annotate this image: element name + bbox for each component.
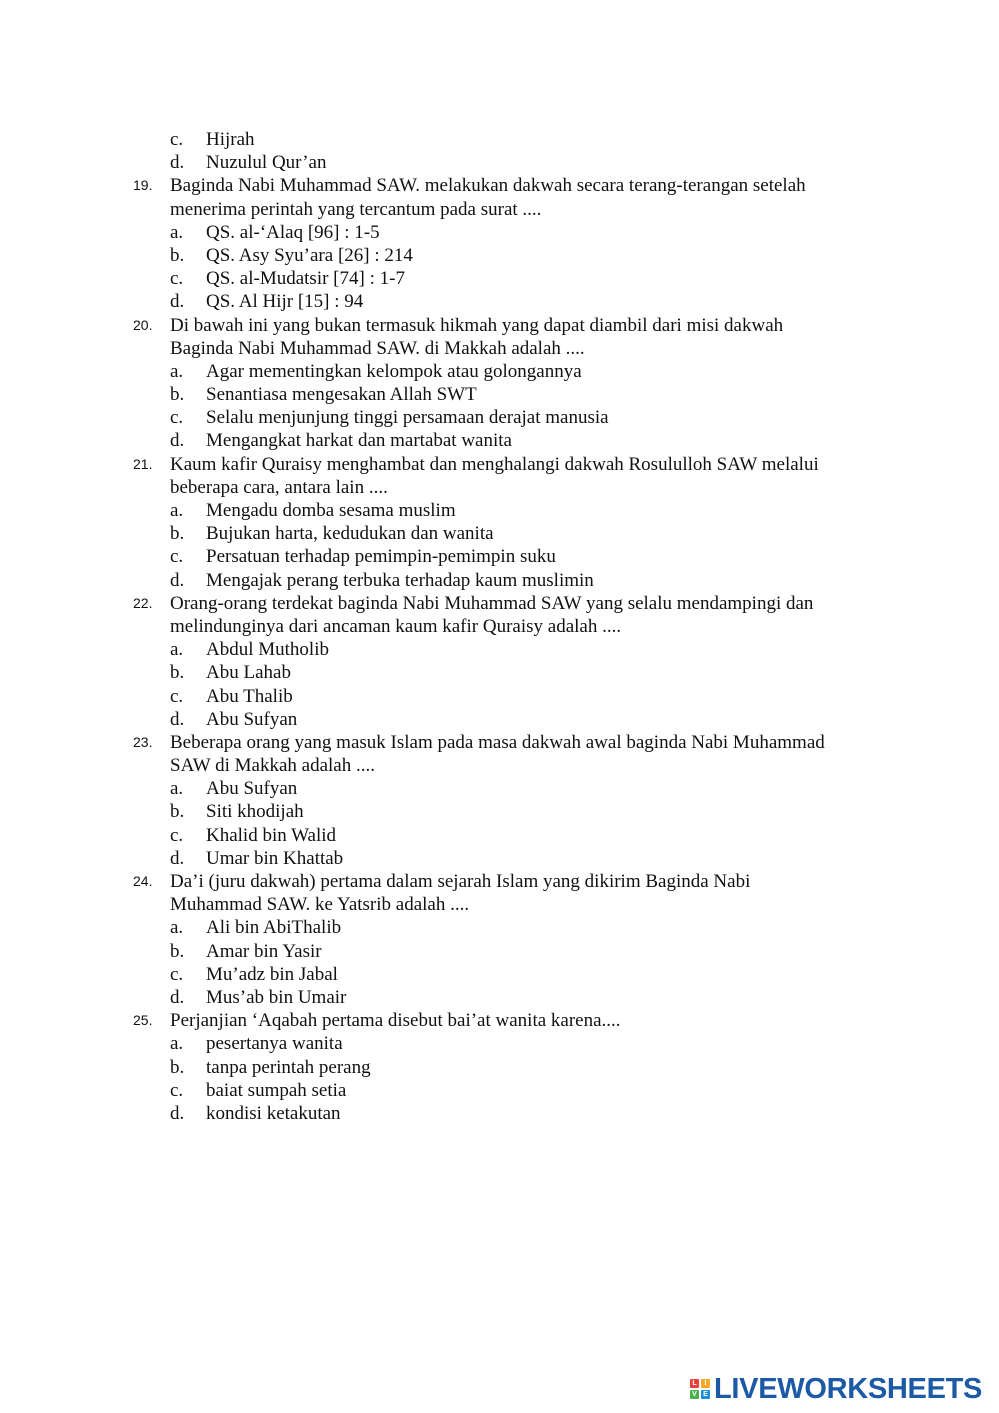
worksheet-content (0, 128, 999, 1125)
option-letter: b. (170, 244, 185, 266)
question-line (0, 1009, 999, 1032)
logo-square: E (701, 1390, 710, 1399)
option-row (0, 569, 999, 592)
option-letter: b. (170, 662, 185, 684)
option-text: QS. Al Hijr [15] : 94 (206, 291, 364, 313)
carryover-options (0, 128, 999, 174)
question-line (0, 615, 999, 638)
logo-square: I (701, 1379, 710, 1388)
option-letter: c. (170, 407, 184, 429)
option-letter: c. (170, 546, 184, 568)
option-row (0, 290, 999, 313)
option-row (0, 1102, 999, 1125)
option-row (0, 986, 999, 1009)
option-row (0, 128, 999, 151)
option-row (0, 940, 999, 963)
question-list (0, 174, 999, 1125)
option-row (0, 1056, 999, 1079)
question-line (0, 476, 999, 499)
option-text: Abdul Mutholib (206, 639, 329, 661)
option-text: Mus’ab bin Umair (206, 986, 347, 1008)
question-number: 20. (133, 316, 153, 333)
option-letter: b. (170, 801, 185, 823)
question-number: 22. (133, 594, 153, 611)
liveworksheets-logo (690, 1373, 982, 1405)
option-letter: d. (170, 291, 185, 313)
option-letter: b. (170, 384, 185, 406)
option-text: kondisi ketakutan (206, 1102, 341, 1124)
option-text: Siti khodijah (206, 801, 304, 823)
question-text: Baginda Nabi Muhammad SAW. melakukan dakwah secara terang-terangan setelah (170, 175, 806, 197)
option-row (0, 708, 999, 731)
question-line (0, 731, 999, 754)
question-text: Da’i (juru dakwah) pertama dalam sejarah Islam yang dikirim Baginda Nabi (170, 871, 751, 892)
option-text: Nuzulul Qur’an (206, 152, 327, 174)
option-row (0, 267, 999, 290)
question-number: 19. (133, 177, 153, 194)
option-row (0, 661, 999, 684)
option-text: Persatuan terhadap pemimpin-pemimpin suku (206, 546, 556, 568)
option-row (0, 847, 999, 870)
option-text: Abu Thalib (206, 685, 293, 707)
question-text: Beberapa orang yang masuk Islam pada masa dakwah awal baginda Nabi Muhammad (170, 731, 825, 753)
option-text: Abu Sufyan (206, 708, 298, 730)
option-letter: d. (170, 1102, 185, 1124)
question-line (0, 893, 999, 916)
option-row (0, 406, 999, 429)
option-letter: a. (170, 221, 184, 243)
option-row (0, 360, 999, 383)
option-letter: c. (170, 1079, 184, 1101)
option-row (0, 499, 999, 522)
question-number: 23. (133, 733, 153, 750)
option-text: baiat sumpah setia (206, 1079, 347, 1101)
option-text: Bujukan harta, kedudukan dan wanita (206, 523, 494, 545)
option-letter: c. (170, 824, 184, 846)
question-number: 24. (133, 873, 153, 889)
question-text: menerima perintah yang tercantum pada surat .... (170, 198, 542, 220)
option-text: Amar bin Yasir (206, 940, 322, 962)
question-text: Perjanjian ‘Aqabah pertama disebut bai’at wanita karena.... (170, 1010, 621, 1032)
question-text: Kaum kafir Quraisy menghambat dan menghalangi dakwah Rosululloh SAW melalui (170, 453, 819, 475)
option-row (0, 777, 999, 800)
option-letter: a. (170, 360, 184, 382)
option-text: pesertanya wanita (206, 1033, 343, 1055)
option-letter: c. (170, 129, 184, 150)
option-text: Mengajak perang terbuka terhadap kaum muslimin (206, 569, 594, 591)
option-row (0, 221, 999, 244)
question-19 (0, 174, 999, 313)
option-letter: d. (170, 986, 185, 1008)
option-text: Abu Lahab (206, 662, 291, 684)
question-text: beberapa cara, antara lain .... (170, 476, 388, 498)
option-letter: d. (170, 152, 185, 174)
option-row (0, 685, 999, 708)
question-line (0, 314, 999, 337)
question-24 (0, 870, 999, 1009)
option-letter: d. (170, 708, 185, 730)
question-text: melindunginya dari ancaman kaum kafir Quraisy adalah .... (170, 615, 622, 637)
option-text: Senantiasa mengesakan Allah SWT (206, 384, 477, 406)
option-text: Mengadu domba sesama muslim (206, 500, 456, 521)
question-number: 21. (133, 455, 153, 472)
question-text: Di bawah ini yang bukan termasuk hikmah yang dapat diambil dari misi dakwah (170, 314, 784, 336)
question-22 (0, 592, 999, 731)
option-letter: b. (170, 523, 185, 545)
option-text: QS. Asy Syu’ara [26] : 214 (206, 244, 413, 266)
question-line (0, 754, 999, 777)
question-text: Orang-orang terdekat baginda Nabi Muhammad SAW yang selalu mendampingi dan (170, 592, 814, 614)
option-row (0, 824, 999, 847)
option-text: Agar mementingkan kelompok atau golongannya (206, 360, 582, 382)
question-line (0, 198, 999, 221)
option-row (0, 800, 999, 823)
question-line (0, 592, 999, 615)
question-25 (0, 1009, 999, 1125)
option-letter: c. (170, 268, 184, 290)
option-row (0, 383, 999, 406)
option-row (0, 638, 999, 661)
option-letter: b. (170, 940, 185, 962)
question-number: 25. (133, 1012, 153, 1029)
question-21 (0, 453, 999, 592)
option-letter: b. (170, 1056, 185, 1078)
liveworksheets-logo-icon (690, 1379, 710, 1399)
question-20 (0, 314, 999, 453)
logo-square: V (690, 1390, 699, 1399)
option-row (0, 151, 999, 174)
option-row (0, 963, 999, 986)
option-row (0, 244, 999, 267)
option-text: Selalu menjunjung tinggi persamaan derajat manusia (206, 407, 609, 429)
question-text: Baginda Nabi Muhammad SAW. di Makkah adalah .... (170, 337, 585, 359)
option-row (0, 916, 999, 939)
option-row (0, 522, 999, 545)
option-letter: a. (170, 1033, 184, 1055)
option-row (0, 1032, 999, 1055)
option-text: tanpa perintah perang (206, 1056, 371, 1078)
option-text: Mengangkat harkat dan martabat wanita (206, 430, 512, 452)
option-letter: c. (170, 685, 184, 707)
option-letter: d. (170, 430, 185, 452)
option-letter: d. (170, 569, 185, 591)
question-text: SAW di Makkah adalah .... (170, 755, 375, 777)
question-23 (0, 731, 999, 870)
option-text: Mu’adz bin Jabal (206, 963, 338, 985)
option-text: Abu Sufyan (206, 778, 298, 800)
question-line (0, 174, 999, 197)
option-row (0, 1079, 999, 1102)
question-line (0, 453, 999, 476)
question-line (0, 870, 999, 893)
option-text: QS. al-‘Alaq [96] : 1-5 (206, 221, 380, 243)
question-text: Muhammad SAW. ke Yatsrib adalah .... (170, 894, 470, 916)
option-row (0, 429, 999, 452)
option-letter: a. (170, 500, 184, 521)
option-letter: a. (170, 917, 184, 939)
option-letter: a. (170, 639, 184, 661)
logo-text: LIVEWORKSHEETS (714, 1372, 983, 1405)
option-text: Ali bin AbiThalib (206, 917, 342, 939)
option-letter: d. (170, 847, 185, 869)
option-text: Hijrah (206, 129, 255, 150)
option-text: Khalid bin Walid (206, 824, 337, 846)
option-text: Umar bin Khattab (206, 847, 344, 869)
option-text: QS. al-Mudatsir [74] : 1-7 (206, 268, 405, 290)
logo-square: L (690, 1379, 699, 1388)
option-letter: c. (170, 963, 184, 985)
option-row (0, 545, 999, 568)
option-letter: a. (170, 778, 184, 800)
question-line (0, 337, 999, 360)
